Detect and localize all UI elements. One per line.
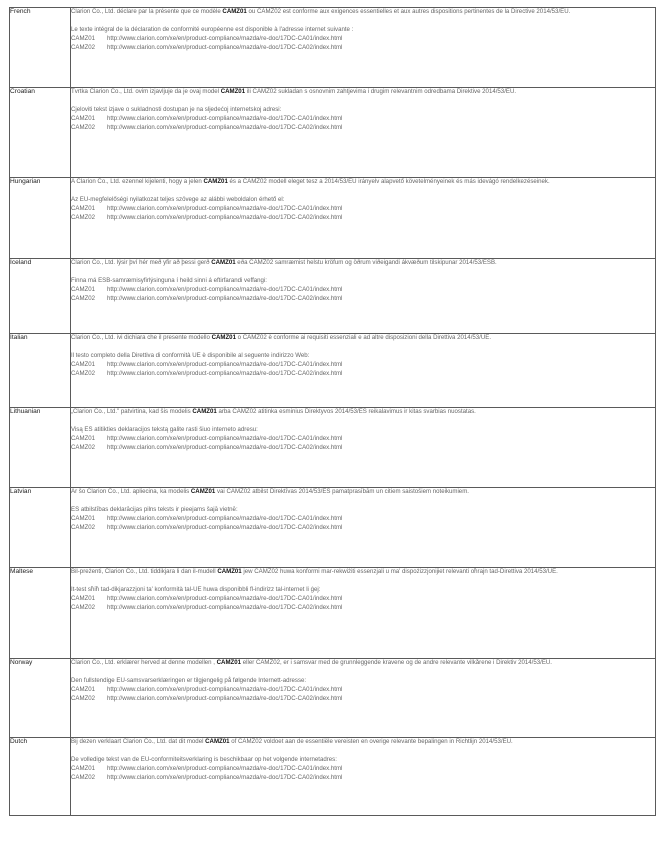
link-model-label: CAMZ02 [71,523,96,531]
declaration-cell [71,659,656,738]
paragraph-spacer [71,268,655,277]
declaration-link-row [71,370,655,379]
declaration-intro: Den fullstendige EU-samsvarserklæringen er tilgjengelig på følgende Internett-adresse: [71,676,307,684]
link-model-label: CAMZ02 [71,443,96,451]
link-model-label: CAMZ01 [71,764,96,772]
model-name-bold: CAMZ01 [192,408,217,415]
declaration-url-link[interactable]: http://www.clarion.com/xe/en/product-compliance/mazda/re-doc/17DC-CA01/index.html [107,360,343,368]
statement-text-post: jew CAMZ02 huwa konformi mar-rekwiżiti essenzjali u ma' dispożizzjonijiet relevanti oħrajn tad-Direttiva 2014/53/UE. [241,568,558,575]
table-row [10,259,656,334]
link-model-label: CAMZ01 [71,514,96,522]
declaration-statement [71,259,655,268]
table-row [10,659,656,738]
declaration-statement [71,88,655,97]
declaration-link-row [71,765,655,774]
table-row [10,334,656,408]
statement-text-pre: A Clarion Co., Ltd. ezennel kijelenti, hogy a jelen [71,178,204,185]
declaration-url-link[interactable]: http://www.clarion.com/xe/en/product-compliance/mazda/re-doc/17DC-CA01/index.html [107,34,343,42]
declaration-cell [71,408,656,488]
declaration-url-link[interactable]: http://www.clarion.com/xe/en/product-compliance/mazda/re-doc/17DC-CA02/index.html [107,443,343,451]
declaration-intro: Visą ES atitikties deklaracijos tekstą galite rasti šiuo interneto adresu: [71,425,258,433]
link-model-label: CAMZ02 [71,123,96,131]
declaration-intro: Il testo completo della Direttiva di conformità UE è disponibile al seguente indirizzo Web: [71,351,310,359]
statement-text-post: o CAMZ02 è conforme ai requisiti essenziali e ad altre disposizioni della Direttiva 2014/53/UE. [235,334,492,341]
declaration-intro: De volledige tekst van de EU-conformiteitsverklaring is beschikbaar op het volgende internetadres: [71,755,337,763]
declaration-intro: It-test sħiħ tad-dikjarazzjoni ta' konformità tal-UE huwa disponibbli fl-indirizz tal-internet li ġej: [71,585,321,593]
language-label: Latvian [10,488,71,568]
link-model-label: CAMZ01 [71,594,96,602]
link-model-label: CAMZ01 [71,114,96,122]
declaration-intro: Cjeloviti tekst izjave o sukladnosti dostupan je na sljedećoj internetskoj adresi: [71,105,282,113]
declaration-statement [71,659,655,668]
declaration-link-row [71,515,655,524]
table-row [10,568,656,659]
link-model-label: CAMZ01 [71,360,96,368]
declaration-cell [71,259,656,334]
table-row [10,408,656,488]
declaration-url-link[interactable]: http://www.clarion.com/xe/en/product-compliance/mazda/re-doc/17DC-CA02/index.html [107,294,343,302]
declaration-url-link[interactable]: http://www.clarion.com/xe/en/product-compliance/mazda/re-doc/17DC-CA02/index.html [107,773,343,781]
declaration-intro: Az EU-megfelelőségi nyilatkozat teljes szövege az alábbi weboldalon érhető el: [71,195,285,203]
declaration-url-link[interactable]: http://www.clarion.com/xe/en/product-compliance/mazda/re-doc/17DC-CA01/index.html [107,285,343,293]
link-model-label: CAMZ01 [71,204,96,212]
declaration-intro: Le texte intégral de la déclaration de conformité européenne est disponible à l'adresse internet suivante : [71,25,354,33]
link-model-label: CAMZ02 [71,369,96,377]
statement-text-post: ili CAMZ02 sukladan s osnovnim zahtjevima i drugim relevantnim odredbama Direktive 2014/53/EU. [245,88,517,95]
declaration-cell [71,488,656,568]
table-row [10,738,656,816]
paragraph-spacer [71,417,655,426]
statement-text-pre: Clarion Co., Ltd. lýsir því hér með yfir að þessi gerð [71,259,212,266]
model-name-bold: CAMZ01 [190,488,216,495]
model-name-bold: CAMZ01 [203,178,228,185]
language-label: Hungarian [10,178,71,259]
declaration-url-link[interactable]: http://www.clarion.com/xe/en/product-compliance/mazda/re-doc/17DC-CA02/index.html [107,43,343,51]
link-model-label: CAMZ01 [71,434,96,442]
declaration-url-link[interactable]: http://www.clarion.com/xe/en/product-compliance/mazda/re-doc/17DC-CA01/index.html [107,594,343,602]
declaration-url-link[interactable]: http://www.clarion.com/xe/en/product-compliance/mazda/re-doc/17DC-CA01/index.html [107,514,343,522]
declaration-intro: ES atbilstības deklarācijas pilns teksts ir pieejams šajā vietnē: [71,505,238,513]
statement-text-pre: Bil-preżenti, Clarion Co., Ltd. tiddikjara li dan il-mudell [71,568,218,575]
language-label: Norway [10,659,71,738]
declaration-cell [71,334,656,408]
statement-text-pre: Bij dezen verklaart Clarion Co., Ltd. dat dit model [71,738,206,745]
paragraph-spacer [71,17,655,26]
declaration-cell [71,178,656,259]
declaration-link-row [71,286,655,295]
link-model-label: CAMZ01 [71,285,96,293]
link-model-label: CAMZ02 [71,773,96,781]
declaration-url-link[interactable]: http://www.clarion.com/xe/en/product-compliance/mazda/re-doc/17DC-CA02/index.html [107,213,343,221]
declaration-cell [71,568,656,659]
statement-text-post: arba CAMZ02 atitinka esminius Direktyvos 2014/53/ES reikalavimus ir kitas svarbias nuostatas. [216,408,476,415]
table-row [10,8,656,88]
statement-text-post: és a CAMZ02 modell eleget tesz a 2014/53/EU irányelv alapvető követelményeinek és más idevágó rendelkezéseinek. [227,178,550,185]
statement-text-pre: „Clarion Co., Ltd." patvirtina, kad šis modelis [71,408,193,415]
statement-text-pre: Ar šo Clarion Co., Ltd. apliecina, ka modelis [71,488,191,495]
declaration-statement [71,178,655,187]
declaration-intro: Finna má ESB-samræmisyfirlýsinguna í heild sinni á eftirfarandi veffangi: [71,276,267,284]
declaration-statement [71,488,655,497]
declaration-cell [71,88,656,178]
statement-text-post: eða CAMZ02 samræmist helstu kröfum og öðrum viðeigandi ákvæðum tilskipunar 2014/53/ESB. [235,259,497,266]
declaration-url-link[interactable]: http://www.clarion.com/xe/en/product-compliance/mazda/re-doc/17DC-CA02/index.html [107,694,343,702]
declaration-link-row [71,435,655,444]
declaration-cell [71,8,656,88]
declaration-statement [71,334,655,343]
declaration-link-row [71,524,655,533]
table-row [10,488,656,568]
model-name-bold: CAMZ01 [216,659,242,666]
statement-text-pre: Clarion Co., Ltd. ivi dichiara che il presente modello [71,334,212,341]
declaration-table [9,7,656,816]
declaration-link-row [71,214,655,223]
paragraph-spacer [71,577,655,586]
language-label: Lithuanian [10,408,71,488]
declaration-link-row [71,205,655,214]
declaration-statement [71,738,655,747]
model-name-bold: CAMZ01 [220,88,246,95]
link-model-label: CAMZ02 [71,603,96,611]
statement-text-pre: Tvrtka Clarion Co., Ltd. ovim izjavljuje da je ovaj model [71,88,221,95]
paragraph-spacer [71,187,655,196]
language-label: Maltese [10,568,71,659]
link-model-label: CAMZ02 [71,43,96,51]
statement-text-pre: Clarion Co., Ltd. déclare par la présente que ce modèle [71,8,223,15]
statement-text-post: ou CAMZ02 est conforme aux exigences essentielles et aux autres dispositions pertinentes de la Directive 2014/53/EU. [246,8,571,15]
table-row [10,88,656,178]
declaration-url-link[interactable]: http://www.clarion.com/xe/en/product-compliance/mazda/re-doc/17DC-CA02/index.html [107,523,343,531]
declaration-url-link[interactable]: http://www.clarion.com/xe/en/product-compliance/mazda/re-doc/17DC-CA02/index.html [107,123,343,131]
declaration-url-link[interactable]: http://www.clarion.com/xe/en/product-compliance/mazda/re-doc/17DC-CA02/index.html [107,369,343,377]
declaration-link-row [71,115,655,124]
declaration-link-row [71,444,655,453]
link-model-label: CAMZ02 [71,294,96,302]
paragraph-spacer [71,668,655,677]
paragraph-spacer [71,497,655,506]
declaration-link-row [71,35,655,44]
model-name-bold: CAMZ01 [205,738,230,745]
declaration-link-row [71,124,655,133]
language-label: Iceland [10,259,71,334]
declaration-url-link[interactable]: http://www.clarion.com/xe/en/product-compliance/mazda/re-doc/17DC-CA01/index.html [107,114,343,122]
declaration-table-body [10,8,656,816]
declaration-link-row [71,774,655,783]
link-model-label: CAMZ01 [71,34,96,42]
model-name-bold: CAMZ01 [217,568,242,575]
declaration-link-row [71,686,655,695]
language-label: Croatian [10,88,71,178]
declaration-cell [71,738,656,816]
model-name-bold: CAMZ01 [211,259,236,266]
model-name-bold: CAMZ01 [211,334,236,341]
declaration-link-row [71,295,655,304]
paragraph-spacer [71,343,655,352]
link-model-label: CAMZ02 [71,213,96,221]
declaration-statement [71,568,655,577]
statement-text-post: of CAMZ02 voldoet aan de essentiële vereisten en overige relevante bepalingen in Richtlijn 2014/53/EU. [229,738,513,745]
paragraph-spacer [71,747,655,756]
declaration-url-link[interactable]: http://www.clarion.com/xe/en/product-compliance/mazda/re-doc/17DC-CA01/index.html [107,434,343,442]
link-model-label: CAMZ01 [71,685,96,693]
declaration-url-link[interactable]: http://www.clarion.com/xe/en/product-compliance/mazda/re-doc/17DC-CA01/index.html [107,685,343,693]
declaration-link-row [71,44,655,53]
statement-text-pre: Clarion Co., Ltd. erklærer herved at denne modellen , [71,659,217,666]
model-name-bold: CAMZ01 [222,8,247,15]
statement-text-post: eller CAMZ02, er i samsvar med de grunnleggende kravene og de andre relevante vilkårene i Direktiv 2014/53/EU. [241,659,552,666]
declaration-link-row [71,604,655,613]
language-label: Dutch [10,738,71,816]
declaration-url-link[interactable]: http://www.clarion.com/xe/en/product-compliance/mazda/re-doc/17DC-CA02/index.html [107,603,343,611]
declaration-link-row [71,695,655,704]
declaration-statement [71,8,655,17]
declaration-link-row [71,595,655,604]
declaration-statement [71,408,655,417]
link-model-label: CAMZ02 [71,694,96,702]
declaration-url-link[interactable]: http://www.clarion.com/xe/en/product-compliance/mazda/re-doc/17DC-CA01/index.html [107,204,343,212]
language-label: French [10,8,71,88]
declaration-url-link[interactable]: http://www.clarion.com/xe/en/product-compliance/mazda/re-doc/17DC-CA01/index.html [107,764,343,772]
table-row [10,178,656,259]
declaration-link-row [71,361,655,370]
language-label: Italian [10,334,71,408]
paragraph-spacer [71,97,655,106]
statement-text-post: vai CAMZ02 atbilst Direktīvas 2014/53/ES pamatprasībām un citiem saistošiem noteikumiem. [215,488,469,495]
